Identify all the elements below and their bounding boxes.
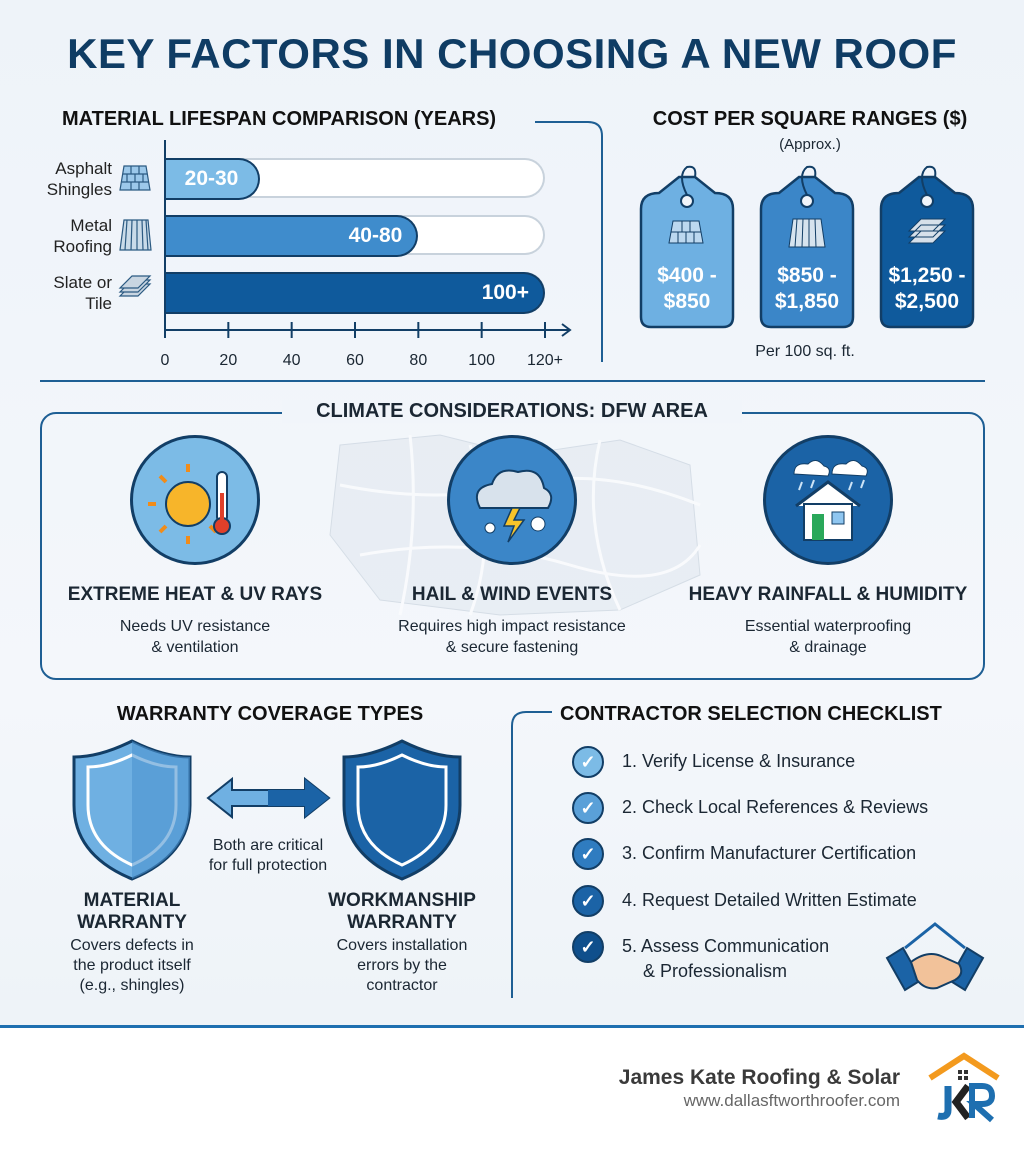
company-url[interactable]: www.dallasftworthroofer.com xyxy=(683,1091,900,1110)
handshake-icon xyxy=(885,918,985,1000)
warranty-title: WARRANTY COVERAGE TYPES xyxy=(116,703,424,725)
slate-tile-icon xyxy=(120,276,150,296)
workmanship-warranty-heading: WORKMANSHIP WARRANTY xyxy=(328,890,476,933)
row-label-slate: Slate or Tile xyxy=(53,273,112,313)
check-icon: ✓ xyxy=(572,792,604,824)
jkr-logo xyxy=(928,1052,1000,1124)
tick-label: 60 xyxy=(346,352,364,369)
page-title: KEY FACTORS IN CHOOSING A NEW ROOF xyxy=(67,30,957,77)
tick-label: 40 xyxy=(282,352,301,369)
cost-subtitle: (Approx.) xyxy=(779,136,841,153)
tick-label: 20 xyxy=(219,352,238,369)
material-shield-icon xyxy=(74,741,190,879)
checklist-bracket xyxy=(500,700,560,1005)
warranty-center-note: Both are critical for full protection xyxy=(208,837,328,874)
storm-cloud-icon xyxy=(447,435,577,565)
shingles-icon xyxy=(120,166,150,190)
section-divider xyxy=(40,380,985,382)
metal-roof-icon xyxy=(789,219,825,247)
row-label-metal: Metal Roofing xyxy=(53,216,112,256)
house-rain-icon xyxy=(763,435,893,565)
tick-label: 100 xyxy=(468,352,495,369)
row-label-asphalt: Asphalt Shingles xyxy=(46,159,112,199)
checklist-item: 4. Request Detailed Written Estimate xyxy=(622,890,917,910)
climate-heading-rain: HEAVY RAINFALL & HUMIDITY xyxy=(688,584,968,605)
price-tag xyxy=(637,165,737,330)
climate-heading-heat: EXTREME HEAT & UV RAYS xyxy=(67,584,323,605)
check-icon: ✓ xyxy=(572,931,604,963)
material-warranty-desc: Covers defects in the product itself (e.g., shingles) xyxy=(70,937,194,994)
x-axis xyxy=(150,140,590,350)
bar-0: 20-30 xyxy=(165,158,260,200)
bar-2: 100+ xyxy=(165,272,545,314)
cost-title: COST PER SQUARE RANGES ($) xyxy=(652,108,968,130)
cost-note: Per 100 sq. ft. xyxy=(755,343,855,360)
checklist-item: 3. Confirm Manufacturer Certification xyxy=(622,843,917,863)
shingles-icon xyxy=(669,221,703,243)
tick-label: 120+ xyxy=(526,352,564,369)
climate-title: CLIMATE CONSIDERATIONS: DFW AREA xyxy=(282,400,742,423)
checklist-item-5-line2: & Professionalism xyxy=(643,961,788,981)
climate-heading-hail: HAIL & WIND EVENTS xyxy=(411,584,613,605)
climate-desc-hail: Requires high impact resistance & secure fastening xyxy=(398,618,626,656)
tag-price: $400 - $850 xyxy=(657,264,717,313)
metal-roof-icon xyxy=(120,220,151,250)
workmanship-warranty-desc: Covers installation errors by the contractor xyxy=(336,937,468,994)
company-name: James Kate Roofing & Solar xyxy=(618,1066,900,1089)
check-icon: ✓ xyxy=(572,838,604,870)
material-icons xyxy=(118,162,154,302)
checklist-item: 1. Verify License & Insurance xyxy=(622,751,856,771)
checklist-item: 5. Assess Communication xyxy=(622,936,830,956)
bar-1: 40-80 xyxy=(165,215,418,257)
tag-price: $850 - $1,850 xyxy=(774,264,840,313)
sun-thermometer-icon xyxy=(130,435,260,565)
checklist-title: CONTRACTOR SELECTION CHECKLIST xyxy=(560,703,942,725)
check-icon: ✓ xyxy=(572,746,604,778)
double-arrow-icon xyxy=(208,779,329,817)
tag-price: $1,250 - $2,500 xyxy=(888,264,966,313)
price-tag xyxy=(757,165,857,330)
checklist-item: 2. Check Local References & Reviews xyxy=(622,797,929,817)
price-tag xyxy=(877,165,977,330)
material-warranty-heading: MATERIAL WARRANTY xyxy=(77,890,187,933)
workmanship-shield-icon xyxy=(344,741,460,879)
lifespan-title: MATERIAL LIFESPAN COMPARISON (YEARS) xyxy=(62,108,497,130)
tick-label: 80 xyxy=(409,352,428,369)
tick-label: 0 xyxy=(160,352,170,369)
check-icon: ✓ xyxy=(572,885,604,917)
climate-desc-rain: Essential waterproofing & drainage xyxy=(744,618,912,656)
climate-desc-heat: Needs UV resistance & ventilation xyxy=(119,618,271,656)
